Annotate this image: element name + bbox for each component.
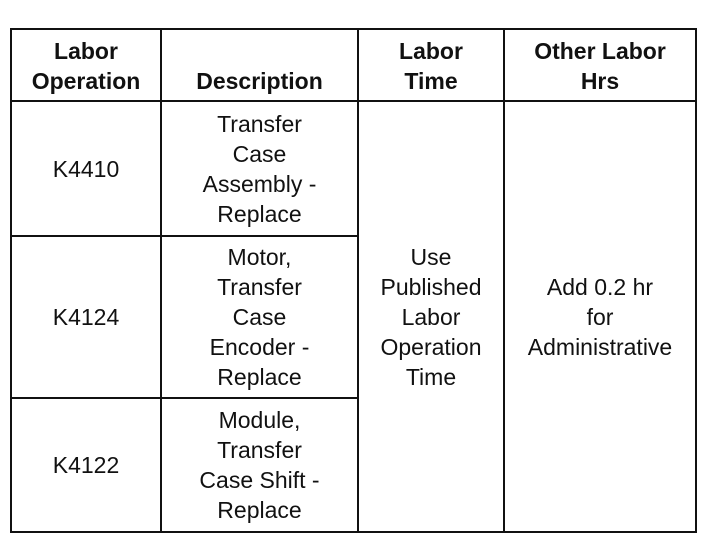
header-labor-time: Labor Time [358, 29, 504, 101]
table-row [11, 101, 696, 236]
header-labor-operation: Labor Operation [11, 29, 161, 101]
header-description: Description [161, 29, 358, 101]
cell-labor-operation: K4122 [11, 398, 161, 532]
cell-description: Module, Transfer Case Shift - Replace [161, 398, 358, 532]
header-row [11, 29, 696, 101]
header-other-labor-hrs: Other Labor Hrs [504, 29, 696, 101]
cell-labor-time: Use Published Labor Operation Time [358, 101, 504, 532]
labor-operations-table [10, 28, 697, 533]
cell-labor-operation: K4410 [11, 101, 161, 236]
cell-labor-operation: K4124 [11, 236, 161, 398]
table-header [11, 29, 696, 101]
table-body [11, 101, 696, 532]
cell-description: Motor, Transfer Case Encoder - Replace [161, 236, 358, 398]
cell-other-labor-hrs: Add 0.2 hr for Administrative [504, 101, 696, 532]
cell-description: Transfer Case Assembly - Replace [161, 101, 358, 236]
